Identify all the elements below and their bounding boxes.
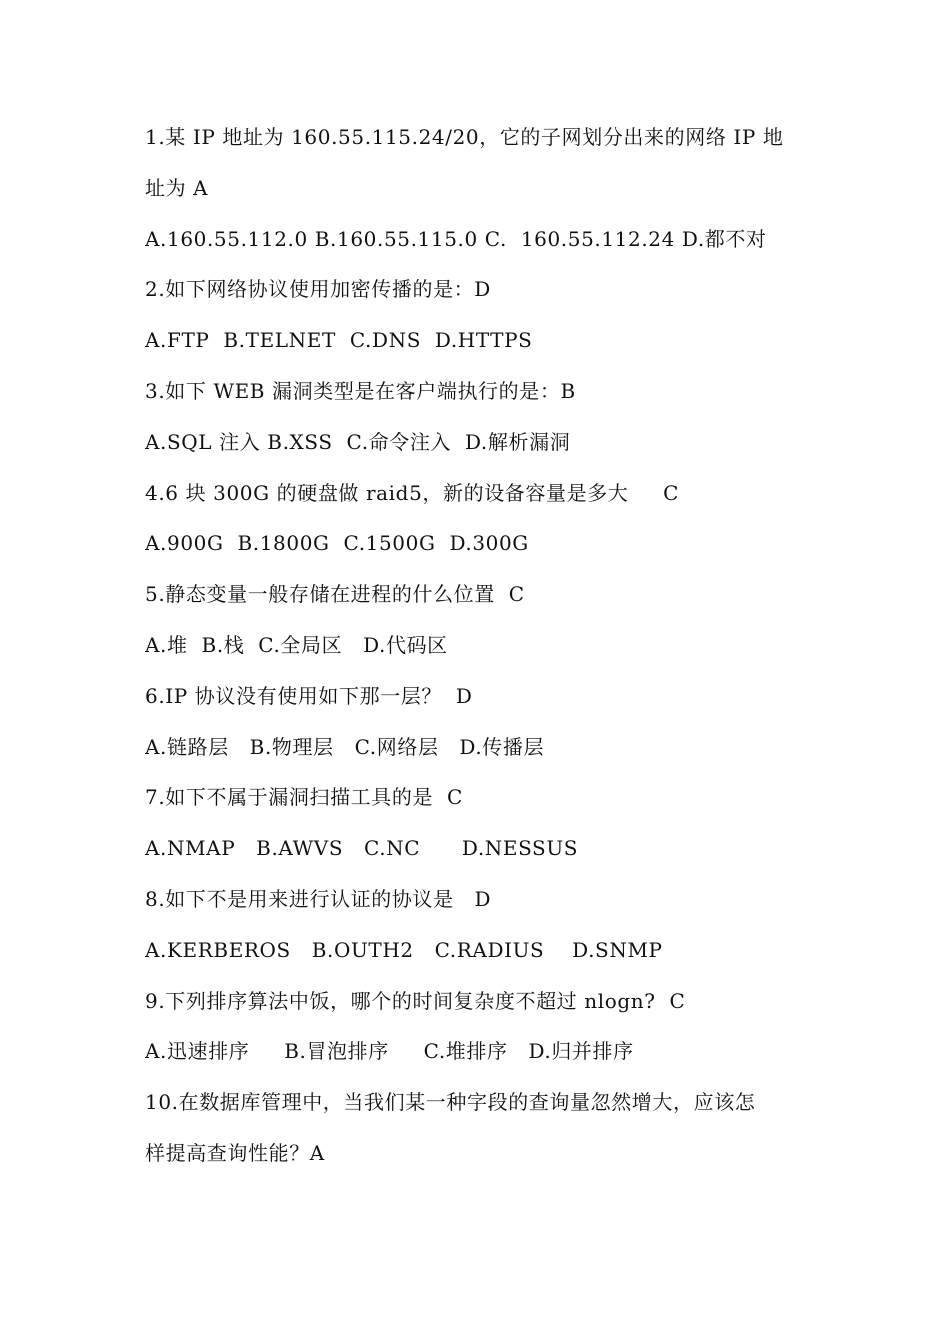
q10-text-line1: 10.在数据库管理中，当我们某一种字段的查询量忽然增大，应该怎: [145, 1090, 756, 1115]
q9-text: 9.下列排序算法中饭，哪个的时间复杂度不超过 nlogn? C: [145, 988, 686, 1013]
q8-options: A.KERBEROS B.OUTH2 C.RADIUS D.SNMP: [145, 937, 663, 962]
q1-text-line2: 址为 A: [145, 175, 209, 200]
question-list: [145, 112, 825, 1179]
q9-options: A.迅速排序 B.冒泡排序 C.堆排序 D.归并排序: [145, 1039, 634, 1064]
q8-text: 8.如下不是用来进行认证的协议是 D: [145, 886, 492, 911]
q3-text: 3.如下 WEB 漏洞类型是在客户端执行的是：B: [145, 378, 576, 403]
q5-text: 5.静态变量一般存储在进程的什么位置 C: [145, 582, 525, 607]
q5-options: A.堆 B.栈 C.全局区 D.代码区: [145, 632, 448, 657]
q7-text: 7.如下不属于漏洞扫描工具的是 C: [145, 785, 463, 810]
q10-text-line2: 样提高查询性能？A: [145, 1140, 325, 1165]
q7-options: A.NMAP B.AWVS C.NC D.NESSUS: [145, 836, 579, 861]
q2-options: A.FTP B.TELNET C.DNS D.HTTPS: [145, 328, 533, 353]
q4-text: 4.6 块 300G 的硬盘做 raid5，新的设备容量是多大 C: [145, 480, 680, 505]
q1-options: A.160.55.112.0 B.160.55.115.0 C. 160.55.112.24 D.都不对: [145, 226, 767, 251]
q2-text: 2.如下网络协议使用加密传播的是：D: [145, 277, 491, 302]
q6-text: 6.IP 协议没有使用如下那一层？ D: [145, 683, 473, 708]
q6-options: A.链路层 B.物理层 C.网络层 D.传播层: [145, 734, 545, 759]
q1-text-line1: 1.某 IP 地址为 160.55.115.24/20，它的子网划分出来的网络 IP 地: [145, 125, 784, 149]
q4-options: A.900G B.1800G C.1500G D.300G: [145, 531, 529, 556]
q3-options: A.SQL 注入 B.XSS C.命令注入 D.解析漏洞: [145, 429, 571, 454]
